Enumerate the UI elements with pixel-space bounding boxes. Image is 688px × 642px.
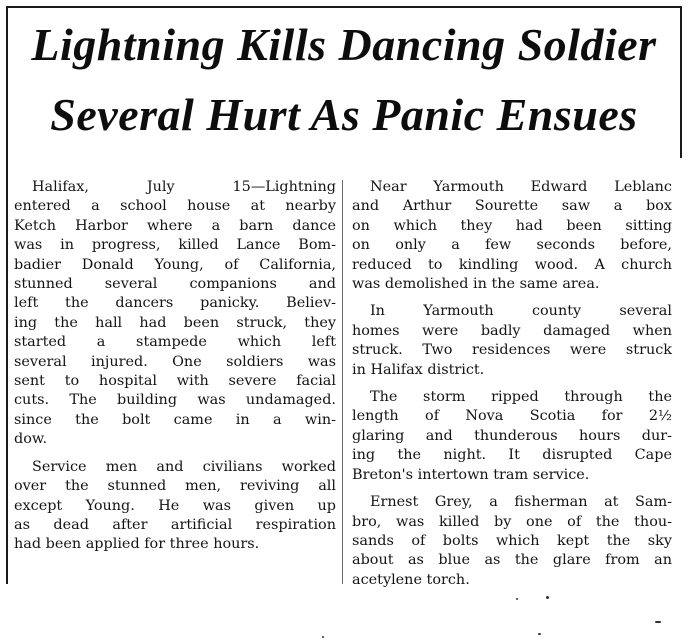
article-text-line: left the dancers panicky. Believ-: [14, 295, 336, 312]
paragraph-gap: [352, 294, 672, 302]
article-text-line: The storm ripped through the: [370, 389, 672, 406]
article-text-line: badier Donald Young, of California,: [14, 256, 336, 273]
article-text-line: in Halifax district.: [352, 361, 485, 378]
article-text-line: glaring and thunderous hours dur-: [352, 427, 672, 444]
article-text-line: acetylene torch.: [352, 571, 470, 588]
article-text-line: sent to hospital with severe facial: [14, 373, 336, 390]
article-text-line: Ernest Grey, a fisherman at Sam-: [370, 494, 672, 511]
article-text-line: since the bolt came in a win-: [14, 411, 336, 428]
article-text-line: Service men and civilians worked: [32, 458, 336, 475]
article-text-line: struck. Two residences were struck: [352, 342, 672, 359]
article-text-line: length of Nova Scotia for 2½: [352, 408, 672, 425]
article-text-line: reduced to kindling wood. A church: [352, 256, 672, 273]
print-speck: [655, 621, 661, 623]
article-text-line: entered a school house at nearby: [14, 198, 336, 215]
article-right-column: [352, 178, 672, 590]
article-text-line: several injured. One soldiers was: [14, 353, 336, 370]
article-left-column: [14, 178, 336, 555]
column-divider: [342, 180, 343, 584]
article-text-line: had been applied for three hours.: [14, 536, 260, 553]
headline-line-2: Several Hurt As Panic Ensues: [50, 89, 638, 140]
article-text-line: Breton's intertown tram service.: [352, 466, 590, 483]
article-text-line: over the stunned men, reviving all: [14, 478, 336, 495]
article-text-line: ing the hall had been struck, they: [14, 314, 336, 331]
paragraph-gap: [352, 380, 672, 388]
article-text-line: ing the night. It disrupted Cape: [352, 447, 672, 464]
article-text-line: bro, was killed by one of the thou-: [352, 513, 672, 530]
paragraph-gap: [14, 450, 336, 458]
article-text-line: and Arthur Sourette saw a box: [352, 198, 672, 215]
article-text-line: sands of bolts which kept the sky: [352, 532, 672, 549]
print-speck: [516, 598, 518, 600]
article-text-line: except Young. He was given up: [14, 497, 336, 514]
article-text-line: Near Yarmouth Edward Leblanc: [370, 179, 672, 195]
clipping-top-border: [6, 6, 682, 8]
article-text-line: stunned several companions and: [14, 276, 336, 293]
article-text-line: was in progress, killed Lance Bom-: [14, 237, 336, 254]
article-text-line: on only a few seconds before,: [352, 237, 672, 254]
print-speck: [322, 636, 324, 638]
article-text-line: was demolished in the same area.: [352, 276, 600, 293]
article-text-line: In Yarmouth county several: [370, 303, 672, 320]
print-speck: [538, 633, 541, 635]
paragraph-gap: [352, 485, 672, 493]
article-text-line: dow.: [14, 431, 48, 448]
article-text-line: cuts. The building was undamaged.: [14, 392, 336, 409]
article-text-line: Ketch Harbor where a barn dance: [14, 217, 336, 234]
article-text-line: on which they had been sitting: [352, 217, 672, 234]
article-text-line: Halifax, July 15—Lightning: [32, 179, 336, 195]
article-text-line: as dead after artificial respiration: [14, 516, 336, 533]
print-speck: [546, 596, 549, 599]
article-text-line: started a stampede which left: [14, 334, 336, 351]
article-text-line: homes were badly damaged when: [352, 322, 672, 339]
headline-line-1: Lightning Kills Dancing Soldier: [31, 19, 657, 70]
article-text-line: about as blue as the glare from an: [352, 552, 672, 569]
